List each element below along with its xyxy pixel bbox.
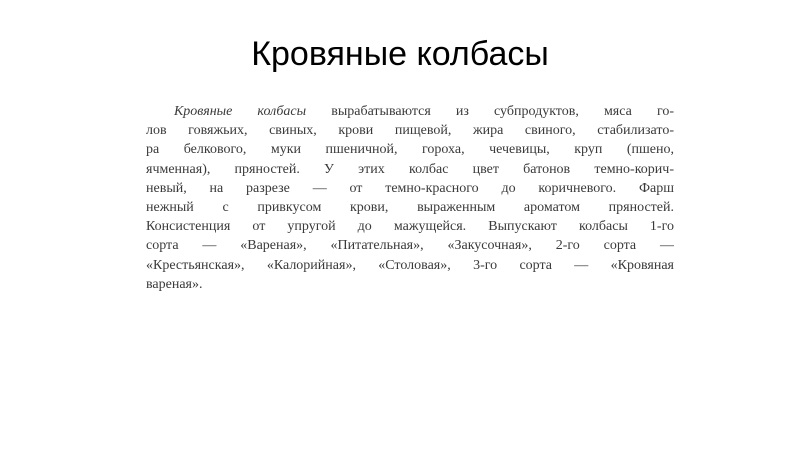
text-line: нежный с привкусом крови, выраженным ароматом пряностей. <box>146 199 674 215</box>
text-line: «Крестьянская», «Калорийная», «Столовая», 3-го сорта — «Кровяная <box>146 257 674 273</box>
lead-term: Кровяные колбасы <box>174 104 307 119</box>
text-line: невый, на разрезе — от темно-красного до коричневого. Фарш <box>146 180 674 196</box>
text-line: Консистенция от упругой до мажущейся. Выпускают колбасы 1-го <box>146 219 674 235</box>
line-text: вырабатываются из субпродуктов, мяса го- <box>306 104 674 119</box>
text-line: лов говяжьих, свиных, крови пищевой, жира свиного, стабилизато- <box>146 123 674 139</box>
text-excerpt <box>146 102 674 294</box>
text-line: ячменная), пряностей. У этих колбас цвет батонов темно-корич- <box>146 161 674 177</box>
text-line: ра белкового, муки пшеничной, гороха, чечевицы, круп (пшено, <box>146 142 674 158</box>
text-line: вареная». <box>146 276 203 292</box>
text-line <box>146 102 674 121</box>
slide-title: Кровяные колбасы <box>251 35 549 73</box>
text-line: сорта — «Вареная», «Питательная», «Закусочная», 2-го сорта — <box>146 238 674 254</box>
